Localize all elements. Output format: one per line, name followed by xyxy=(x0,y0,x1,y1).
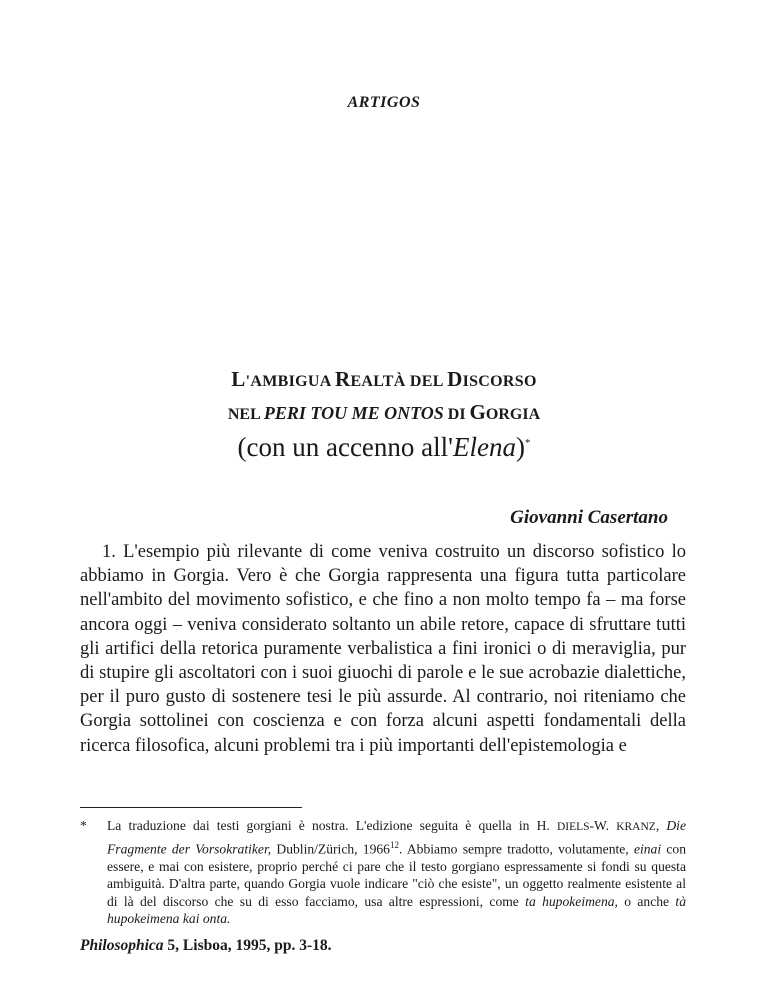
footnote-fragment: einai xyxy=(633,841,662,857)
footnote-fragment: con essere, e mai con esistere, proprio perché ci pare che il testo gorgiano espressamente si fondi su questa ambiguità. D'altra parte, quando Gorgia vuole indicare "ciò che esiste", un oggetto realmente esistente al di là del discorso che su di esso facciamo, usa altre espressioni, come xyxy=(107,841,686,909)
title-fragment: ISCORSO xyxy=(462,373,537,390)
footnote xyxy=(80,817,686,928)
title-fragment: 'AMBIGUA xyxy=(245,373,335,390)
subtitle-fragment: Elena xyxy=(453,432,516,462)
citation-details: 5, Lisboa, 1995, pp. 3-18. xyxy=(163,937,332,954)
article-title xyxy=(0,364,768,430)
footnote-fragment: 12 xyxy=(389,839,399,850)
subtitle-fragment: ) xyxy=(516,432,525,462)
footnote-fragment: -W. xyxy=(589,818,617,833)
body-paragraph: 1. L'esempio più rilevante di come veniva costruito un discorso sofistico lo abbiamo in Gorgia. Vero è che Gorgia rappresenta una figura tutta particolare nell'ambito del movimento sofistico, e che fino a non molto tempo fa – ma forse ancora oggi – veniva considerato soltanto un abile retore, capace di sfruttare tutti gli artifici della retorica puramente verbalistica a fini ironici o di meraviglia, pur di stupire gli ascoltatori con i suoi giuochi di parole e le sue acrobazie dialettiche, per il puro gusto di sostenere tesi le più assurde. Al contrario, noi riteniamo che Gorgia sottolinei con coscienza e con forza alcuni aspetti fondamentali della ricerca filosofica, alcuni problemi tra i più importanti dell'epistemologia e xyxy=(80,542,686,756)
footnote-fragment: DIELS xyxy=(556,821,590,833)
footnote-fragment: o anche xyxy=(617,893,676,909)
title-fragment: ORGIA xyxy=(485,406,541,423)
title-fragment: DI xyxy=(443,406,470,423)
subtitle-fragment: (con un accenno all' xyxy=(237,432,454,462)
title-fragment: L xyxy=(231,367,246,391)
footnote-fragment: tà hupokeimena kai onta. xyxy=(107,893,686,927)
title-fragment: D xyxy=(447,367,463,391)
footnote-fragment: Dublin/Zürich, 1966 xyxy=(271,841,390,857)
section-heading: ARTIGOS xyxy=(347,94,421,111)
footnote-fragment: ta hupokeimena, xyxy=(525,893,618,909)
author-name: Giovanni Casertano xyxy=(510,507,668,528)
title-fragment: R xyxy=(334,367,351,391)
title-line-1 xyxy=(0,364,768,397)
article-subtitle xyxy=(0,426,768,464)
title-fragment: NEL xyxy=(227,406,264,423)
footnote-fragment: La traduzione dai testi gorgiani è nostra. L'edizione seguita è quella in H. xyxy=(107,818,557,833)
footnote-divider xyxy=(80,807,302,808)
journal-citation xyxy=(80,937,332,955)
footnote-fragment: , xyxy=(655,818,667,833)
title-fragment: G xyxy=(469,400,486,424)
title-fragment: PERI TOU ME ONTOS xyxy=(263,403,444,423)
footnote-reference-mark: * xyxy=(525,437,531,449)
footnote-text xyxy=(107,817,686,928)
footnote-fragment: . Abbiamo sempre tradotto, volutamente, xyxy=(398,841,634,857)
journal-name: Philosophica xyxy=(80,937,164,954)
footnote-fragment: KRANZ xyxy=(616,821,656,833)
footnote-fragment: Die Fragmente der Vorsokratiker, xyxy=(107,818,686,857)
footnote-marker: * xyxy=(80,818,87,833)
title-fragment: EALTÀ DEL xyxy=(350,373,448,390)
